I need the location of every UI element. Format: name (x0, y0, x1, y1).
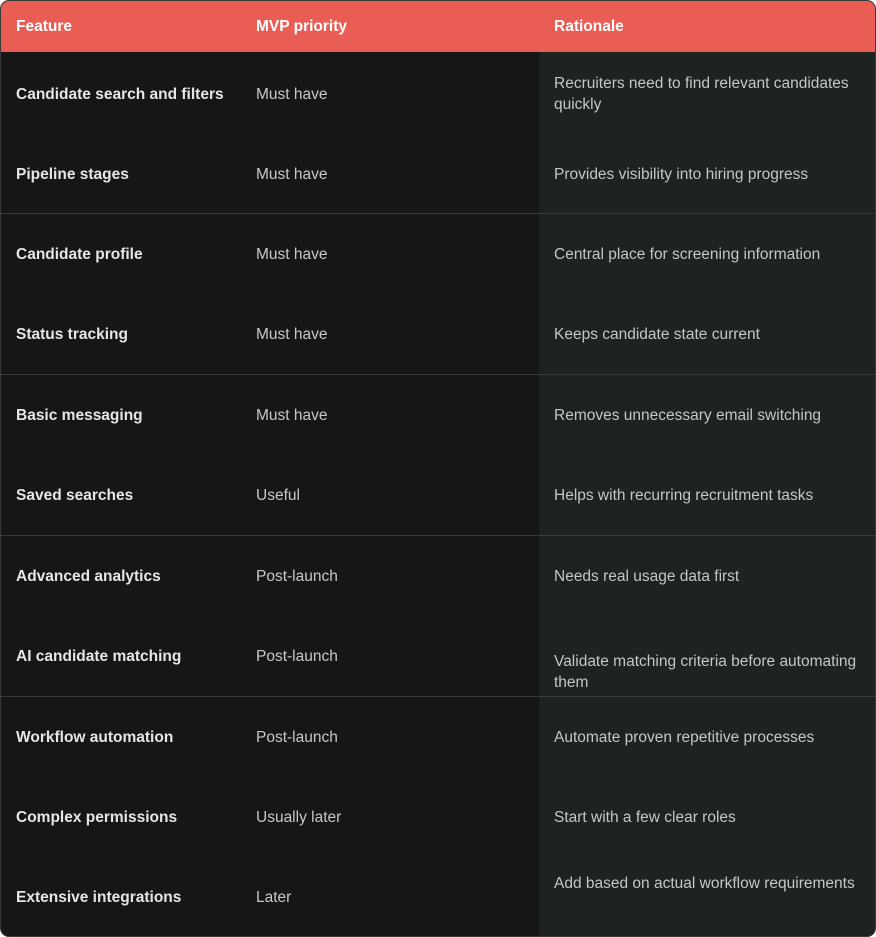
table-row (1, 465, 875, 525)
rationale-cell: Start with a few clear roles (554, 808, 736, 826)
feature-cell: Advanced analytics (16, 567, 161, 585)
feature-cell: Pipeline stages (16, 165, 129, 183)
table-row (1, 64, 875, 124)
priority-cell: Useful (256, 486, 300, 504)
rationale-cell: Central place for screening information (554, 245, 821, 263)
table-row (1, 787, 875, 847)
feature-cell: Candidate search and filters (16, 85, 224, 103)
feature-cell: Saved searches (16, 486, 134, 504)
row-group-divider (1, 535, 875, 536)
rationale-cell: Helps with recurring recruitment tasks (554, 486, 814, 504)
feature-cell: Extensive integrations (16, 888, 182, 906)
priority-cell: Usually later (256, 808, 342, 826)
header-rationale: Rationale (554, 18, 624, 35)
priority-cell: Must have (256, 165, 328, 183)
feature-cell: Complex permissions (16, 808, 178, 826)
rationale-cell: Add based on actual workflow requirements (554, 874, 855, 892)
header-feature: Feature (16, 18, 72, 35)
table-row (1, 707, 875, 767)
priority-cell: Later (256, 888, 292, 906)
priority-cell: Post-launch (256, 728, 338, 746)
feature-cell: Workflow automation (16, 728, 174, 746)
priority-cell: Must have (256, 325, 328, 343)
rationale-cell: Needs real usage data first (554, 567, 740, 585)
table-row (1, 304, 875, 364)
priority-cell: Post-launch (256, 647, 338, 665)
table-header-row (1, 1, 875, 52)
table-row (1, 546, 875, 606)
row-group-divider (1, 213, 875, 214)
table-row (1, 224, 875, 284)
rationale-cell: Recruiters need to find relevant candidates quickly (554, 75, 849, 113)
feature-cell: Basic messaging (16, 406, 143, 424)
priority-cell: Must have (256, 85, 328, 103)
priority-cell: Must have (256, 406, 328, 424)
rationale-cell: Validate matching criteria before automating them (554, 653, 857, 691)
header-mvp-priority: MVP priority (256, 18, 348, 35)
feature-cell: AI candidate matching (16, 647, 182, 665)
rationale-cell: Removes unnecessary email switching (554, 406, 822, 424)
table-row (1, 385, 875, 445)
table-row (1, 867, 875, 927)
feature-cell: Status tracking (16, 325, 128, 343)
table-row (1, 626, 875, 691)
priority-cell: Post-launch (256, 567, 338, 585)
priority-cell: Must have (256, 245, 328, 263)
row-group-divider (1, 374, 875, 375)
table-row (1, 144, 875, 204)
rationale-cell: Provides visibility into hiring progress (554, 165, 809, 183)
feature-cell: Candidate profile (16, 245, 143, 263)
rationale-cell: Automate proven repetitive processes (554, 728, 815, 746)
rationale-cell: Keeps candidate state current (554, 325, 760, 343)
